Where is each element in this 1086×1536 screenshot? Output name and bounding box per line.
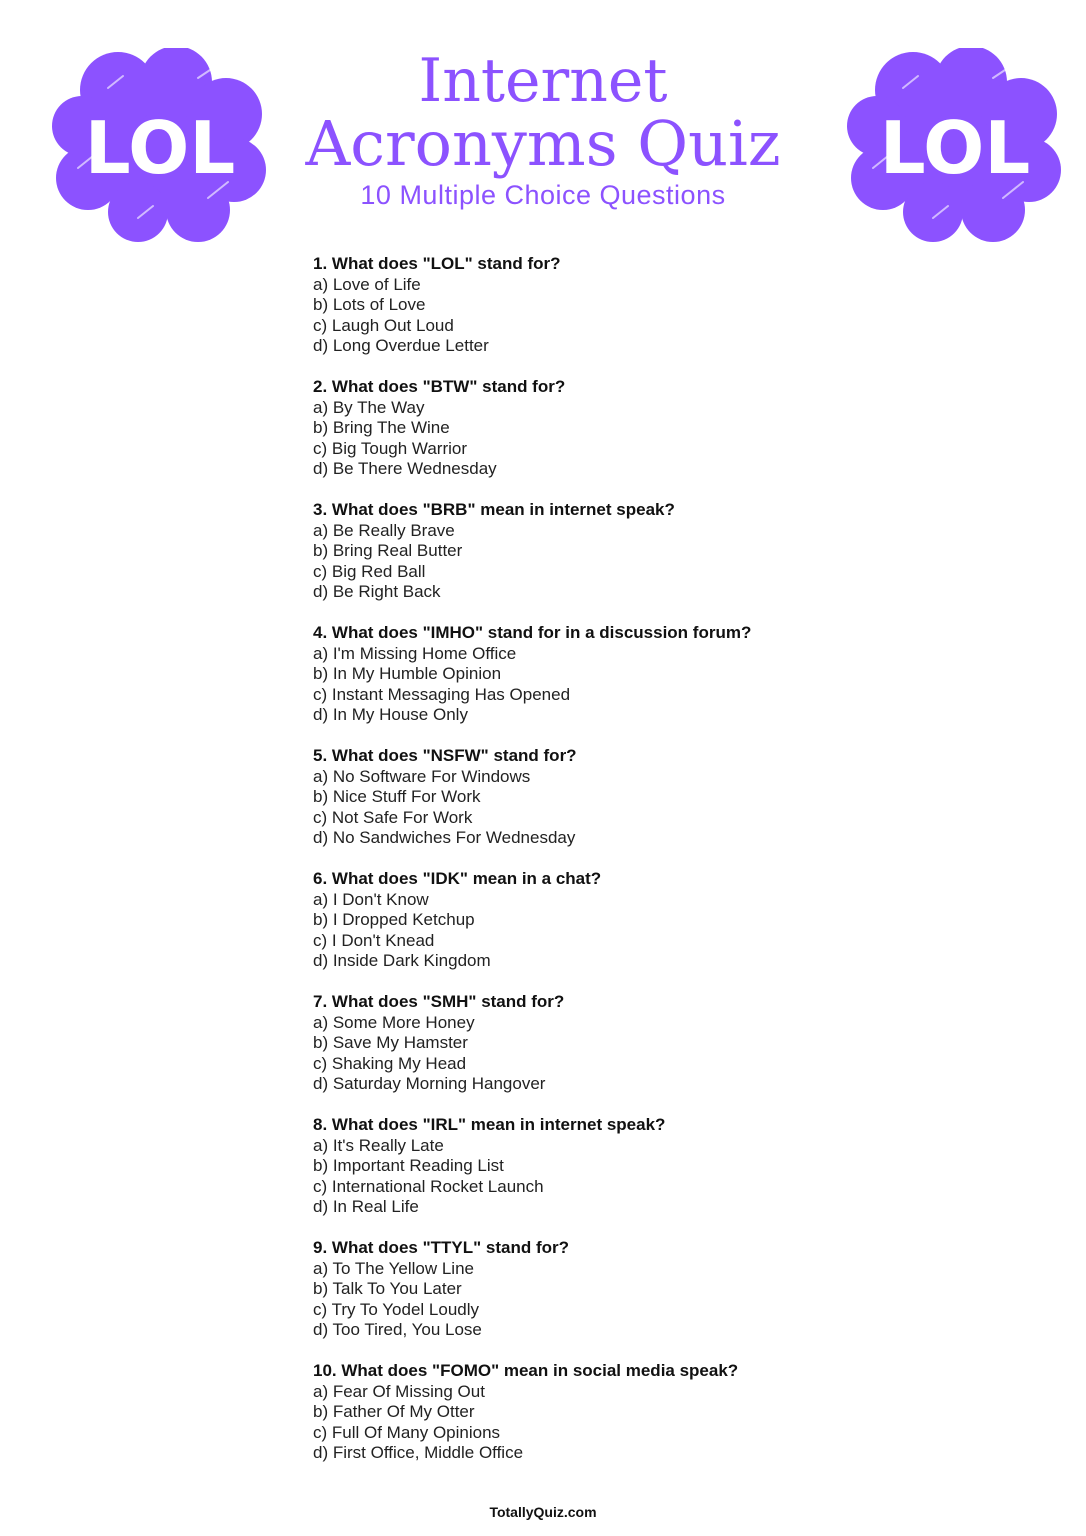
question-block — [313, 1361, 913, 1464]
answer-option: d) First Office, Middle Office — [313, 1443, 524, 1462]
question-block — [313, 869, 913, 972]
answer-option: a) I Don't Know — [313, 889, 429, 909]
title-line-1: Internet — [418, 46, 668, 116]
answer-option: c) Shaking My Head — [313, 1053, 467, 1073]
answer-option: c) Not Safe For Work — [313, 807, 473, 827]
subtitle: 10 Multiple Choice Questions — [360, 180, 726, 210]
answer-option: b) Bring Real Butter — [313, 541, 463, 560]
answer-option: d) Long Overdue Letter — [313, 336, 489, 355]
answer-option: b) Important Reading List — [313, 1156, 504, 1175]
question-block — [313, 992, 913, 1095]
question-block — [313, 1238, 913, 1341]
question-block — [313, 623, 913, 726]
question-block — [313, 1115, 913, 1218]
logo-text: LOL — [84, 106, 236, 190]
answer-option: c) Big Red Ball — [313, 561, 426, 581]
answer-option: a) Some More Honey — [313, 1012, 475, 1032]
answer-option: a) I'm Missing Home Office — [313, 643, 517, 663]
answer-option: b) Save My Hamster — [313, 1033, 468, 1052]
answer-option: d) In My House Only — [313, 705, 468, 724]
answer-option: c) International Rocket Launch — [313, 1176, 544, 1196]
answer-option: c) Instant Messaging Has Opened — [313, 684, 571, 704]
question-block — [313, 377, 913, 480]
answer-option: c) Try To Yodel Loudly — [313, 1299, 480, 1319]
question-text: 2. What does "BTW" stand for? — [313, 377, 566, 396]
answer-option: c) Full Of Many Opinions — [313, 1422, 501, 1442]
answer-option: c) Big Tough Warrior — [313, 438, 467, 458]
answer-option: b) Nice Stuff For Work — [313, 787, 481, 806]
question-text: 6. What does "IDK" mean in a chat? — [313, 869, 602, 888]
answer-option: a) Fear Of Missing Out — [313, 1381, 485, 1401]
question-text: 1. What does "LOL" stand for? — [313, 254, 561, 273]
answer-option: b) Talk To You Later — [313, 1279, 462, 1298]
answer-option: c) I Don't Knead — [313, 930, 435, 950]
question-text: 5. What does "NSFW" stand for? — [313, 746, 577, 765]
quiz-list — [313, 254, 913, 1484]
answer-option: d) No Sandwiches For Wednesday — [313, 828, 576, 847]
question-text: 8. What does "IRL" mean in internet speak? — [313, 1115, 666, 1134]
question-text: 7. What does "SMH" stand for? — [313, 992, 565, 1011]
question-block — [313, 254, 913, 357]
question-text: 3. What does "BRB" mean in internet speak? — [313, 500, 675, 519]
answer-option: a) By The Way — [313, 397, 425, 417]
answer-option: a) Love of Life — [313, 274, 421, 294]
answer-option: d) Inside Dark Kingdom — [313, 951, 491, 970]
answer-option: d) Saturday Morning Hangover — [313, 1074, 546, 1093]
footer-site: TotallyQuiz.com — [489, 1504, 597, 1520]
answer-option: b) Father Of My Otter — [313, 1402, 475, 1421]
answer-option: a) Be Really Brave — [313, 520, 455, 540]
answer-option: a) To The Yellow Line — [313, 1258, 474, 1278]
question-text: 4. What does "IMHO" stand for in a discussion forum? — [313, 623, 752, 642]
question-text: 9. What does "TTYL" stand for? — [313, 1238, 570, 1257]
answer-option: d) In Real Life — [313, 1197, 419, 1216]
question-block — [313, 500, 913, 603]
answer-option: b) I Dropped Ketchup — [313, 910, 475, 929]
answer-option: b) In My Humble Opinion — [313, 664, 502, 683]
answer-option: d) Be Right Back — [313, 582, 441, 601]
answer-option: b) Lots of Love — [313, 295, 426, 314]
logo-text: LOL — [879, 106, 1031, 190]
question-text: 10. What does "FOMO" mean in social media speak? — [313, 1361, 739, 1380]
title-line-2: Acronyms Quiz — [305, 107, 781, 180]
answer-option: a) It's Really Late — [313, 1135, 444, 1155]
answer-option: d) Too Tired, You Lose — [313, 1320, 482, 1339]
question-block — [313, 746, 913, 849]
answer-option: b) Bring The Wine — [313, 418, 450, 437]
answer-option: c) Laugh Out Loud — [313, 315, 454, 335]
answer-option: d) Be There Wednesday — [313, 459, 497, 478]
answer-option: a) No Software For Windows — [313, 766, 531, 786]
